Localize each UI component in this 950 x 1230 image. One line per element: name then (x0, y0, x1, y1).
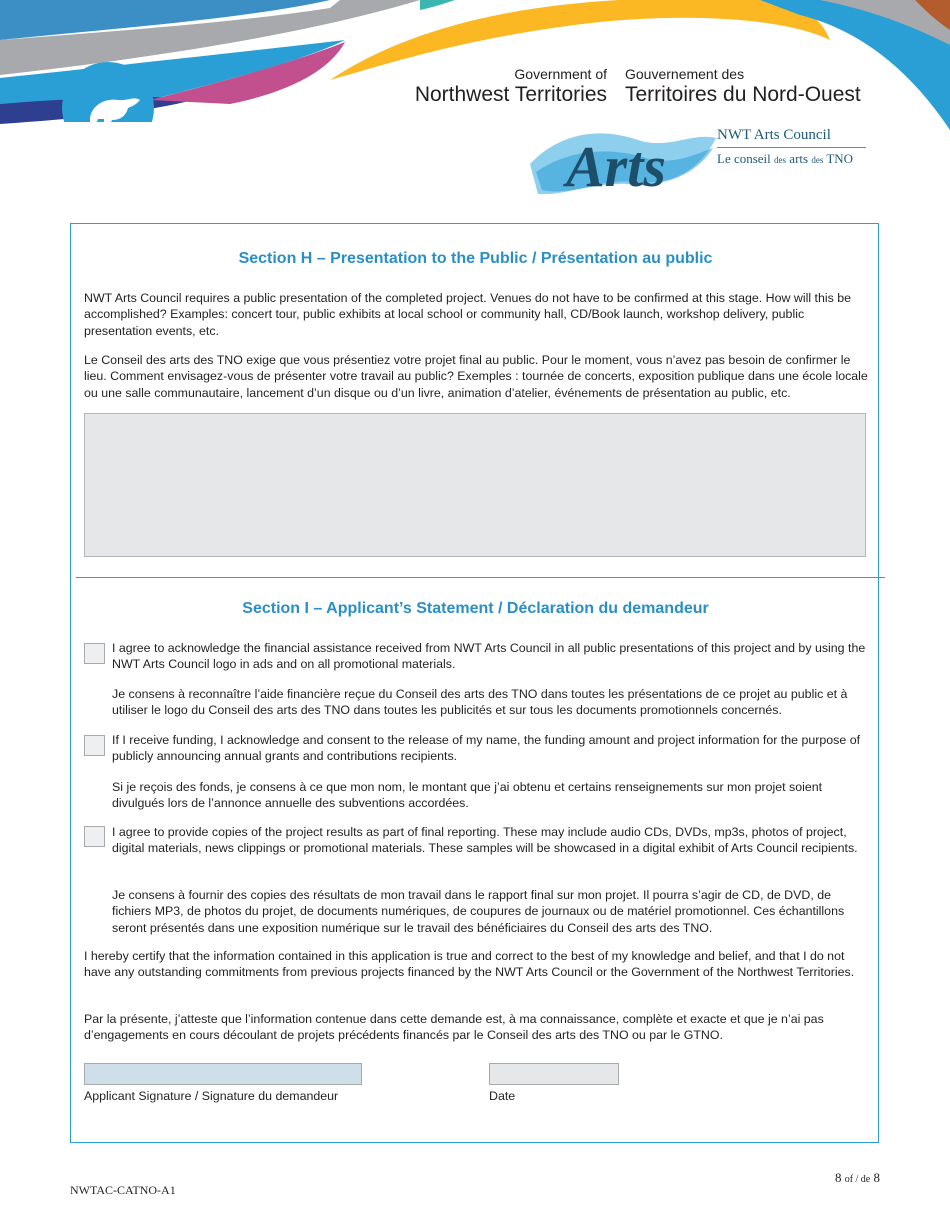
council-name-en: NWT Arts Council (717, 127, 831, 143)
gov-en-wordmark (415, 66, 607, 107)
item-2-text-fr: Si je reçois des fonds, je consens à ce que mon nom, le montant que j’ai obtenu et certains renseignements sur mon projet soient divulgués lors de l’annonce annuelle des subventions accordées. (112, 780, 823, 811)
certification-text-en: I hereby certify that the information contained in this application is true and correct to the best of my knowledge and belief, and that I do not have any outstanding commitments from previous projects financed by the NWT Arts Council or the Government of the Northwest Territories. (84, 949, 855, 980)
form-code: NWTAC-CATNO-A1 (70, 1183, 176, 1197)
presentation-response-field[interactable] (84, 413, 866, 557)
signature-label: Applicant Signature / Signature du demandeur (84, 1089, 339, 1103)
release-information-checkbox[interactable] (84, 735, 105, 756)
gov-fr-small: Gouvernement des (625, 66, 745, 82)
gov-en-small: Government of (514, 66, 607, 82)
certification-text-fr: Par la présente, j’atteste que l’information contenue dans cette demande est, à ma connaissance, complète et exacte et que je n’ai pas d’engagements en cours découlant de projets précédents financés par le Conseil des arts des TNO ou par le GTNO. (84, 1012, 824, 1043)
council-wordmark (717, 126, 866, 168)
gov-en-big: Northwest Territories (414, 83, 607, 106)
date-field[interactable] (489, 1063, 619, 1085)
arts-logo (528, 124, 718, 200)
council-rule (717, 147, 866, 148)
section-h-instructions-fr: Le Conseil des arts des TNO exige que vous présentiez votre projet final au public. Pour le moment, vous n’avez pas besoin de confirmer le lieu. Comment envisagez-vous de présenter votre travail au public? Exemples : tournée de concerts, exposition publique dans une école locale ou une salle communautaire, lancement d’un disque ou d’un livre, animation d’atelier, événements de présentation au public, etc. (84, 353, 868, 400)
item-3-text-en: I agree to provide copies of the project results as part of final reporting. These may include audio CDs, DVDs, mp3s, photos of project, digital materials, news clippings or promotional materials. These samples will be showcased in a digital exhibit of Arts Council recipients. (112, 825, 858, 856)
item-2-text-en: If I receive funding, I acknowledge and consent to the release of my name, the funding amount and project information for the purpose of publicly announcing annual grants and contributions recipients. (112, 733, 861, 764)
section-divider (76, 577, 885, 578)
page-number: 8 of / de 8 (834, 1170, 880, 1185)
section-h-title: Section H – Presentation to the Public / Présentation au public (238, 250, 713, 267)
item-1-text-en: I agree to acknowledge the financial assistance received from NWT Arts Council in all public presentations of this project and by using the NWT Arts Council logo in ads and on all promotional materials. (112, 641, 866, 672)
gov-fr-wordmark (625, 66, 861, 107)
provide-copies-checkbox[interactable] (84, 826, 105, 847)
arts-logo-text: Arts (566, 134, 666, 199)
section-h-instructions-en: NWT Arts Council requires a public presentation of the completed project. Venues do not have to be confirmed at this stage. How will this be accomplished? Examples: concert tour, public exhibits at local school or community hall, CD/Book launch, workshop delivery, public presentation events, etc. (84, 291, 852, 338)
item-3-text-fr: Je consens à fournir des copies des résultats de mon travail dans le rapport final sur mon projet. Il pourra s’agir de CD, de DVD, de fichiers MP3, de photos du projet, de documents numériques, de coupures de journaux ou de matériel promotionnel. Ces échantillons seront présentés dans une exposition numérique sur le travail des bénéficiaires du Conseil des arts des TNO. (112, 888, 845, 935)
gov-fr-big: Territoires du Nord-Ouest (625, 83, 861, 106)
council-name-fr: Le conseil des arts des TNO (717, 151, 854, 166)
signature-field[interactable] (84, 1063, 362, 1085)
item-1-text-fr: Je consens à reconnaître l’aide financière reçue du Conseil des arts des TNO dans toutes les présentations de ce projet au public et à utiliser le logo du Conseil des arts des TNO dans toutes les publicités et sur tous les documents promotionnels concernés. (112, 687, 848, 718)
acknowledge-funding-checkbox[interactable] (84, 643, 105, 664)
section-i-title: Section I – Applicant’s Statement / Déclaration du demandeur (242, 600, 709, 617)
date-label: Date (489, 1089, 516, 1103)
form-panel (70, 223, 879, 1143)
